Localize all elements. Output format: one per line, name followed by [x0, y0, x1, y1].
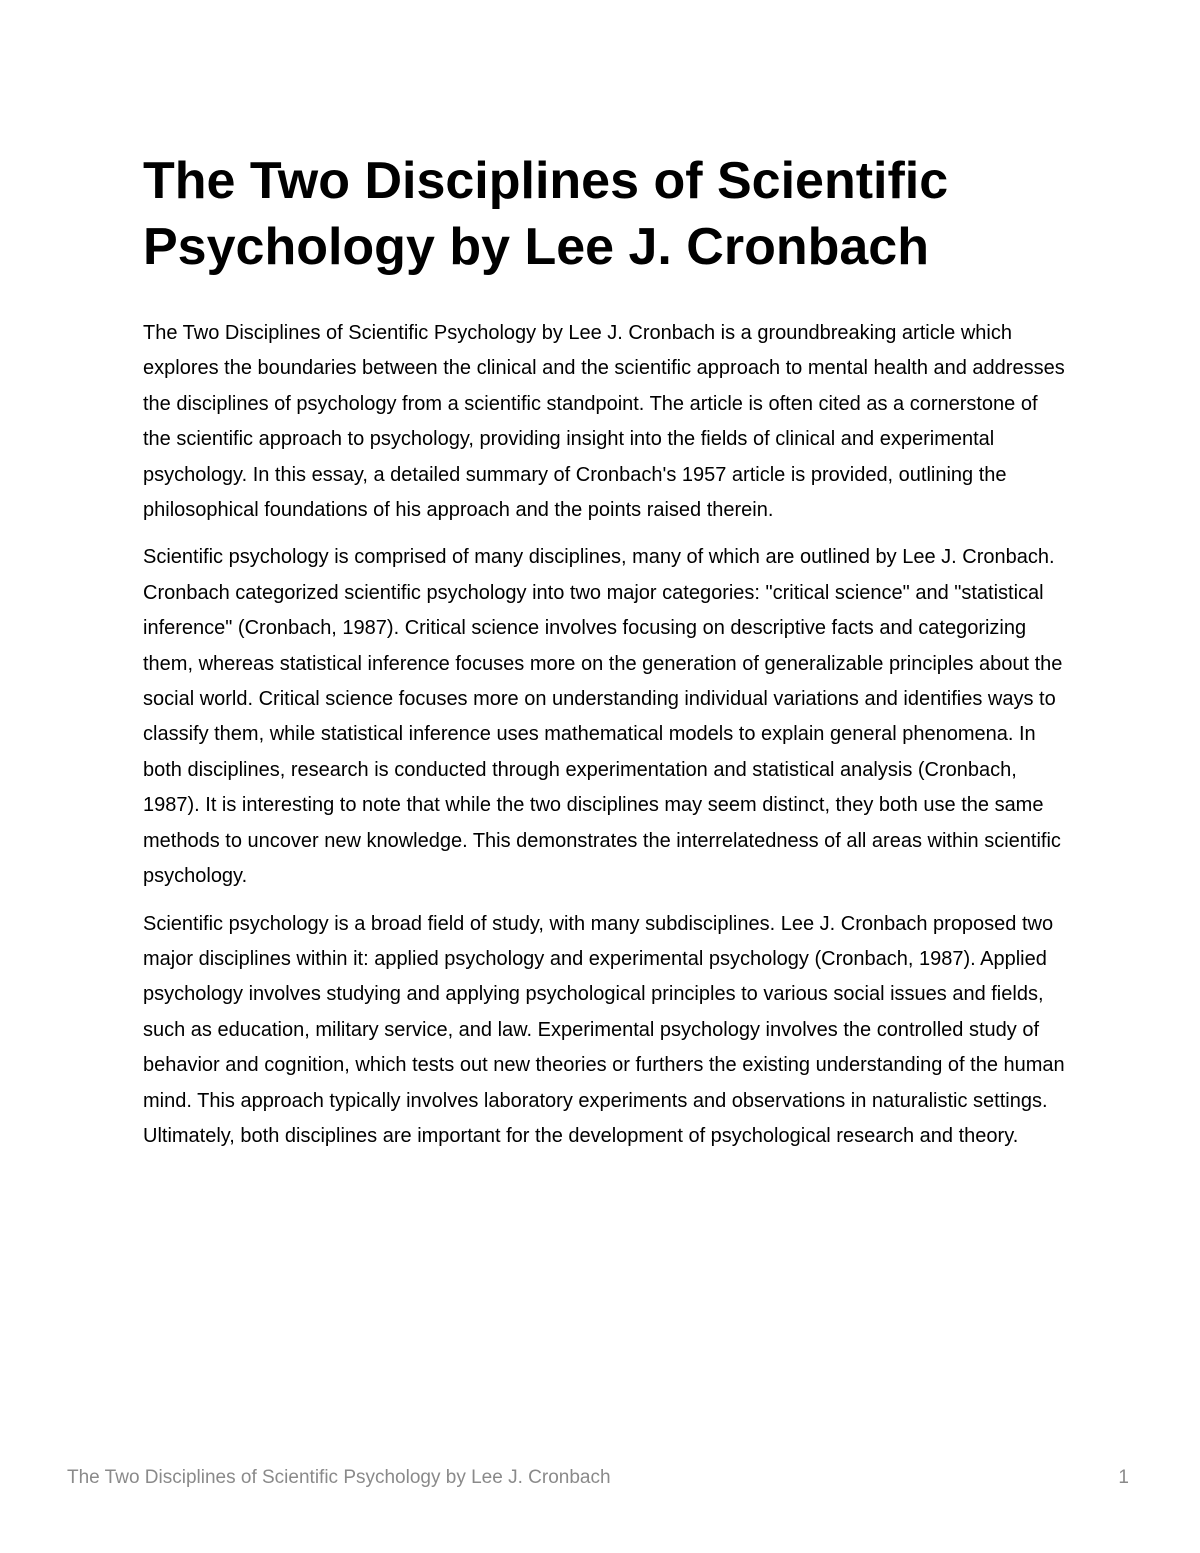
footer-title: The Two Disciplines of Scientific Psychology by Lee J. Cronbach: [67, 1467, 611, 1488]
page-number: 1: [1118, 1467, 1129, 1488]
paragraph-1: The Two Disciplines of Scientific Psychology by Lee J. Cronbach is a groundbreaking article which explores the boundaries between the clinical and the scientific approach to mental health and addresses the disciplines of psychology from a scientific standpoint. The article is often cited as a cornerstone of the scientific approach to psychology, providing insight into the fields of clinical and experimental psychology. In this essay, a detailed summary of Cronbach's 1957 article is provided, outlining the philosophical foundations of his approach and the points raised therein.: [143, 322, 1065, 522]
body-text: [143, 316, 1068, 1154]
paragraph-3: Scientific psychology is a broad field of study, with many subdisciplines. Lee J. Cronbach proposed two major disciplines within it: applied psychology and experimental psychology (Cronbach, 1987). Applied psychology involves studying and applying psychological principles to various social issues and fields, such as education, military service, and law. Experimental psychology involves the controlled study of behavior and cognition, which tests out new theories or furthers the existing understanding of the human mind. This approach typically involves laboratory experiments and observations in naturalistic settings. Ultimately, both disciplines are important for the development of psychological research and theory.: [143, 912, 1065, 1147]
paragraph-2: Scientific psychology is comprised of many disciplines, many of which are outlined by Lee J. Cronbach. Cronbach categorized scientific psychology into two major categories: "critical science" and "statistical inference" (Cronbach, 1987). Critical science involves focusing on descriptive facts and categorizing them, whereas statistical inference focuses more on the generation of generalizable principles about the social world. Critical science focuses more on understanding individual variations and identifies ways to classify them, while statistical inference uses mathematical models to explain general phenomena. In both disciplines, research is conducted through experimentation and statistical analysis (Cronbach, 1987). It is interesting to note that while the two disciplines may seem distinct, they both use the same methods to uncover new knowledge. This demonstrates the interrelatedness of all areas within scientific psychology.: [143, 546, 1063, 888]
page-title: The Two Disciplines of Scientific Psychology by Lee J. Cronbach: [143, 152, 949, 276]
page-footer: [67, 1463, 1129, 1493]
page-content: [143, 148, 1068, 1166]
